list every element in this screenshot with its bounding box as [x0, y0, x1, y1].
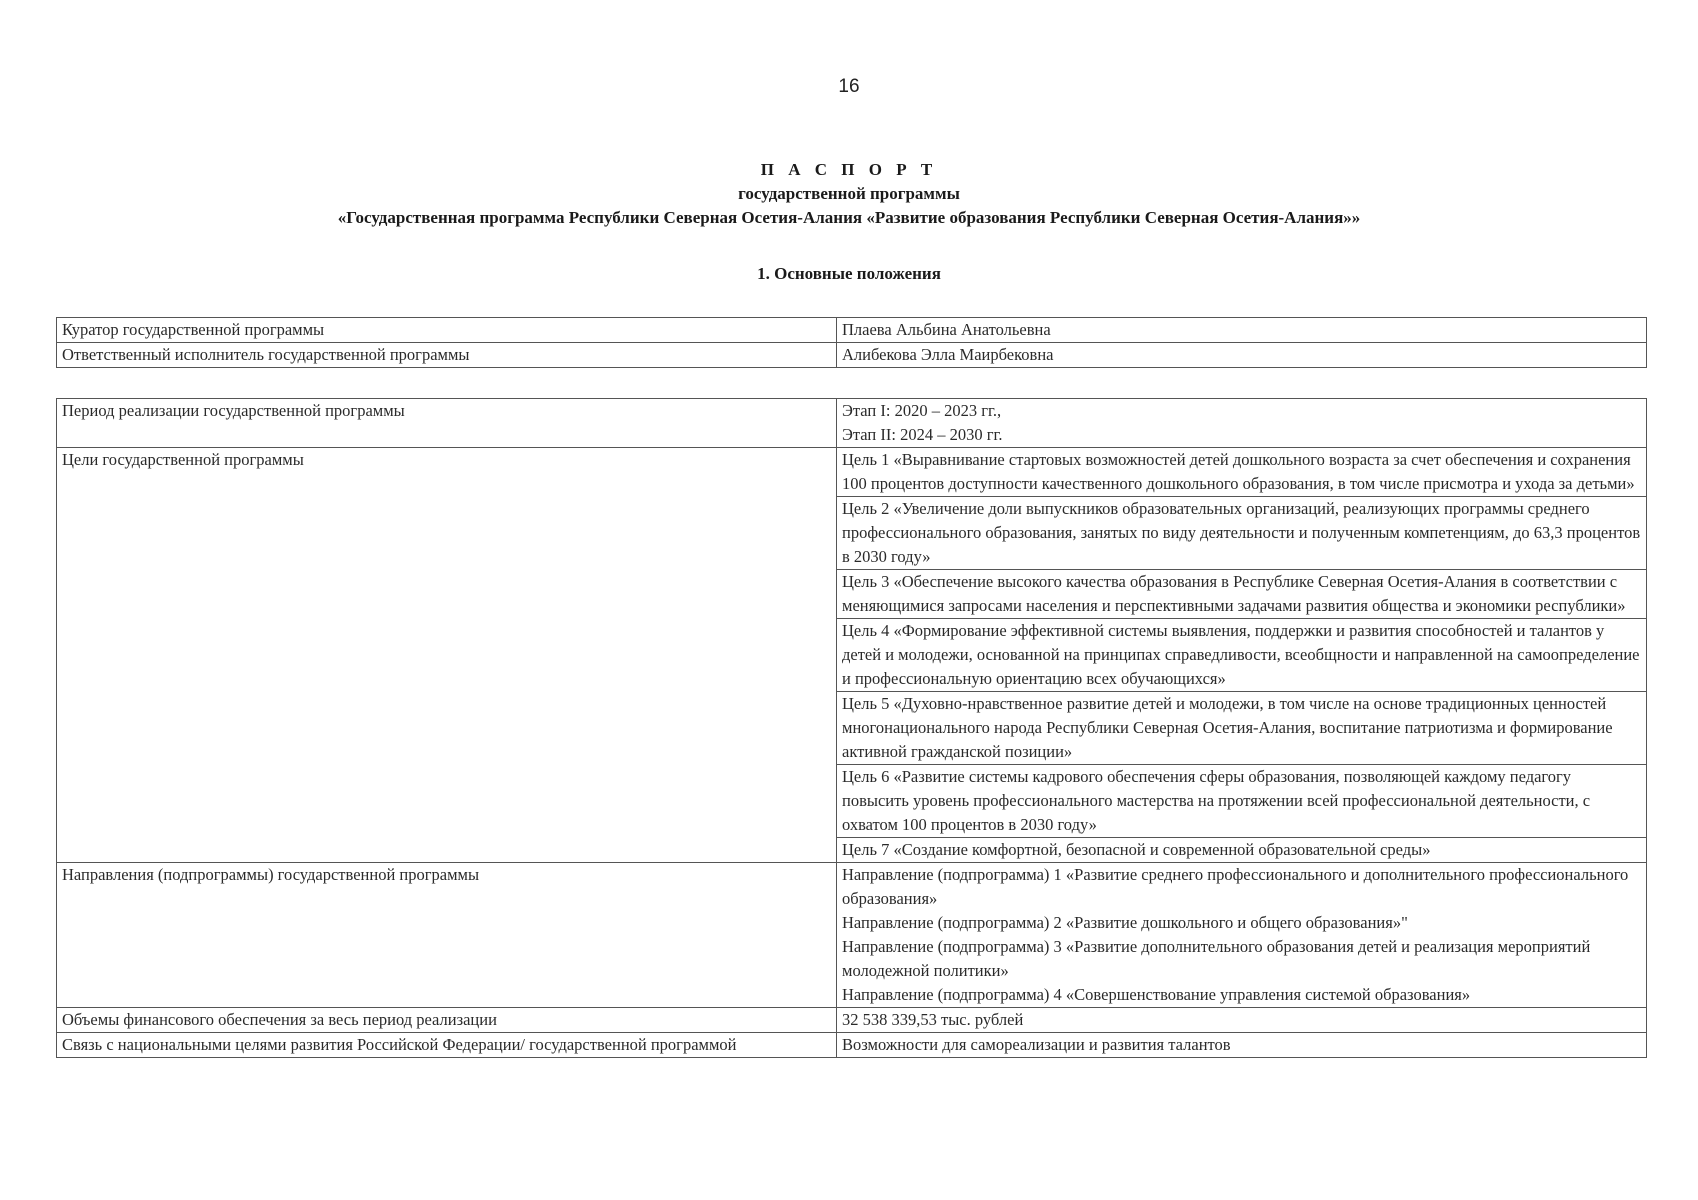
stage-1: Этап I: 2020 – 2023 гг.,	[842, 401, 1002, 420]
table-row-goals	[57, 448, 1647, 497]
goal-item: Цель 7 «Создание комфортной, безопасной и современной образовательной среды»	[837, 838, 1647, 863]
row-value	[837, 863, 1647, 1008]
goal-item: Цель 5 «Духовно-нравственное развитие детей и молодежи, в том числе на основе традиционных ценностей многонационального народа Республики Северная Осетия-Алания, воспитание патриотизма и формирование активной гражданской позиции»	[837, 692, 1647, 765]
direction-item: Направление (подпрограмма) 1 «Развитие среднего профессионального и дополнительного профессионального образования»	[842, 865, 1629, 908]
row-value	[837, 399, 1647, 448]
goal-item: Цель 1 «Выравнивание стартовых возможностей детей дошкольного возраста за счет обеспечения и сохранения 100 процентов доступности качественного дошкольного образования, в том числе присмотра и ухода за детьми»	[837, 448, 1647, 497]
row-value: Алибекова Элла Маирбековна	[837, 343, 1647, 368]
table-row-national-goals	[57, 1033, 1647, 1058]
program-details-table	[56, 398, 1647, 1058]
doc-title: П А С П О Р Т	[760, 160, 938, 179]
row-value: Плаева Альбина Анатольевна	[837, 318, 1647, 343]
table-row	[57, 343, 1647, 368]
row-label: Ответственный исполнитель государственной программы	[57, 343, 837, 368]
row-label: Объемы финансового обеспечения за весь период реализации	[57, 1008, 837, 1033]
goal-item: Цель 3 «Обеспечение высокого качества образования в Республике Северная Осетия-Алания в соответствии с меняющимися запросами населения и перспективными задачами развития общества и экономики республики»	[837, 570, 1647, 619]
row-value: 32 538 339,53 тыс. рублей	[837, 1008, 1647, 1033]
section-heading: 1. Основные положения	[757, 264, 941, 283]
row-label: Связь с национальными целями развития Российской Федерации/ государственной программой	[57, 1033, 837, 1058]
direction-item: Направление (подпрограмма) 4 «Совершенствование управления системой образования»	[842, 985, 1471, 1004]
row-label: Период реализации государственной программы	[57, 399, 837, 448]
doc-subtitle: государственной программы	[738, 184, 960, 203]
row-label: Цели государственной программы	[57, 448, 837, 863]
table-row	[57, 318, 1647, 343]
stage-2: Этап II: 2024 – 2030 гг.	[842, 425, 1003, 444]
row-label: Направления (подпрограммы) государственной программы	[57, 863, 837, 1008]
page-number: 16	[838, 76, 860, 97]
row-value: Возможности для самореализации и развития талантов	[837, 1033, 1647, 1058]
direction-item: Направление (подпрограмма) 3 «Развитие дополнительного образования детей и реализация мероприятий молодежной политики»	[842, 937, 1591, 980]
goal-item: Цель 2 «Увеличение доли выпускников образовательных организаций, реализующих программы среднего профессионального образования, занятых по виду деятельности и полученным компетенциям, до 63,3 процентов в 2030 году»	[837, 497, 1647, 570]
goal-item: Цель 4 «Формирование эффективной системы выявления, поддержки и развития способностей и талантов у детей и молодежи, основанной на принципах справедливости, всеобщности и направленной на самоопределение и профессиональную ориентацию всех обучающихся»	[837, 619, 1647, 692]
row-label: Куратор государственной программы	[57, 318, 837, 343]
table-row-funding	[57, 1008, 1647, 1033]
table-row-period	[57, 399, 1647, 448]
direction-item: Направление (подпрограмма) 2 «Развитие дошкольного и общего образования»"	[842, 913, 1408, 932]
goal-item: Цель 6 «Развитие системы кадрового обеспечения сферы образования, позволяющей каждому педагогу повысить уровень профессионального мастерства на протяжении всей профессиональной деятельности, с охватом 100 процентов в 2030 году»	[837, 765, 1647, 838]
table-row-directions	[57, 863, 1647, 1008]
program-name: «Государственная программа Республики Северная Осетия-Алания «Развитие образования Республики Северная Осетия-Алания»»	[337, 208, 1361, 227]
responsibles-table	[56, 317, 1647, 368]
